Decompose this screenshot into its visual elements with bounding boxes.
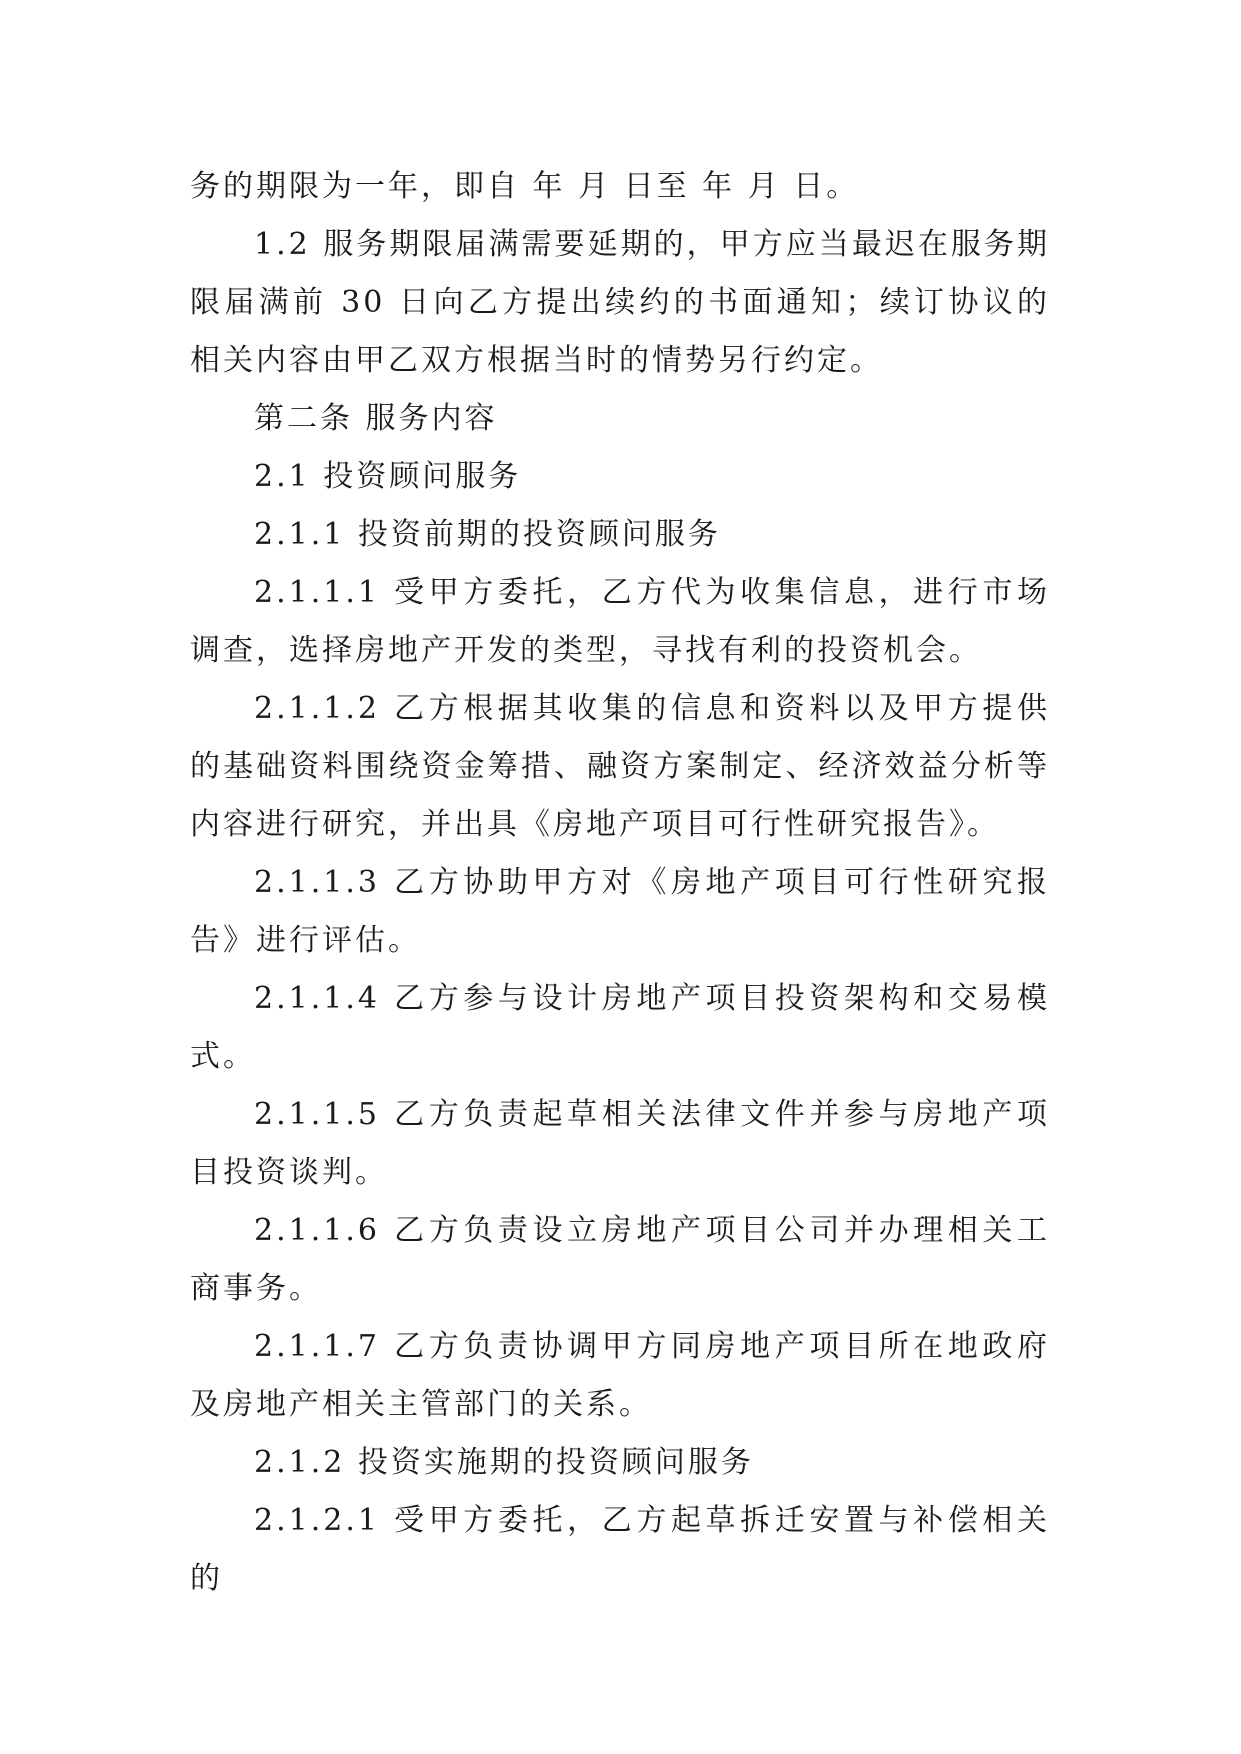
heading-2-1-2: 2.1.2 投资实施期的投资顾问服务 <box>254 1445 754 1480</box>
paragraph-1-2: 1.2 服务期限届满需要延期的，甲方应当最迟在服务期限届满前 30 日向乙方提出续约的书面通知；续订协议的相关内容由甲乙双方根据当时的情势另行约定。 <box>190 227 1050 378</box>
paragraph-term-period: 务的期限为一年，即自 年 月 日至 年 月 日。 <box>190 169 860 204</box>
heading-article-2: 第二条 服务内容 <box>254 401 498 436</box>
paragraph-2-1-2-1: 2.1.2.1 受甲方委托，乙方起草拆迁安置与补偿相关的 <box>190 1503 1050 1596</box>
heading-2-1: 2.1 投资顾问服务 <box>254 459 522 494</box>
paragraph-2-1-1-1: 2.1.1.1 受甲方委托，乙方代为收集信息，进行市场调查，选择房地产开发的类型，寻找有利的投资机会。 <box>190 575 1050 668</box>
paragraph-2-1-1-4: 2.1.1.4 乙方参与设计房地产项目投资架构和交易模式。 <box>190 981 1050 1074</box>
heading-2-1-1: 2.1.1 投资前期的投资顾问服务 <box>254 517 721 552</box>
document-body <box>190 158 1050 1608</box>
paragraph-2-1-1-3: 2.1.1.3 乙方协助甲方对《房地产项目可行性研究报告》进行评估。 <box>190 865 1050 958</box>
paragraph-2-1-1-6: 2.1.1.6 乙方负责设立房地产项目公司并办理相关工商事务。 <box>190 1213 1050 1306</box>
paragraph-2-1-1-5: 2.1.1.5 乙方负责起草相关法律文件并参与房地产项目投资谈判。 <box>190 1097 1050 1190</box>
paragraph-2-1-1-7: 2.1.1.7 乙方负责协调甲方同房地产项目所在地政府及房地产相关主管部门的关系。 <box>190 1329 1050 1422</box>
paragraph-2-1-1-2: 2.1.1.2 乙方根据其收集的信息和资料以及甲方提供的基础资料围绕资金筹措、融资方案制定、经济效益分析等内容进行研究，并出具《房地产项目可行性研究报告》。 <box>190 691 1050 842</box>
